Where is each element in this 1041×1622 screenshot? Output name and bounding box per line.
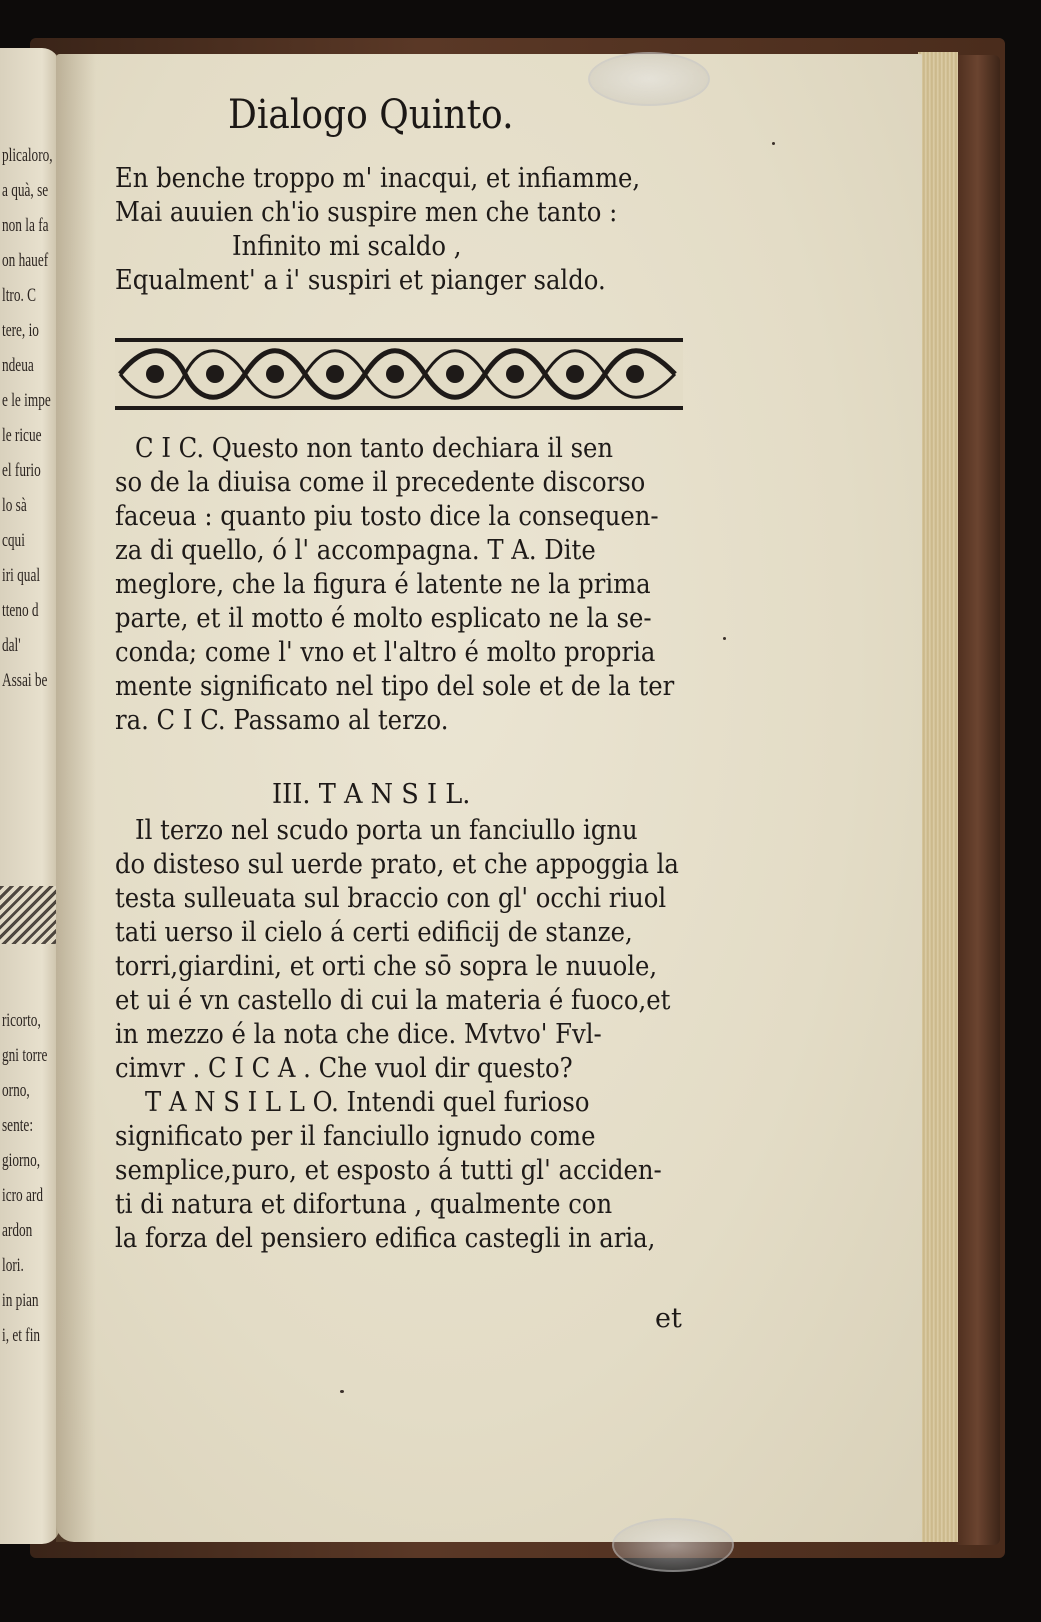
para2-line-6: et ui é vn castello di cui la materia é fuoco,et [115, 985, 671, 1016]
ink-speck [772, 142, 775, 145]
left-page-fragment: on hauef [2, 250, 49, 271]
ink-speck [723, 637, 726, 640]
left-page-ornament [0, 886, 56, 944]
page-clip-top [588, 52, 710, 106]
para1-line-6: parte, et il motto é molto esplicato ne la se- [115, 603, 652, 634]
left-page-fragment: a quà, se [2, 180, 49, 201]
left-page-text-lower [2, 1003, 60, 1353]
left-page-fragment: giorno, [2, 1150, 41, 1171]
left-page-fragment: ardon [2, 1220, 33, 1241]
left-page-fragment: le ricue [2, 425, 42, 446]
left-page-fragment: el furio [2, 460, 41, 481]
para2-line-5: torri,giardini, et orti che sō sopra le nuuole, [115, 951, 658, 982]
left-page-fragment: orno, [2, 1080, 30, 1101]
left-page-fragment: e le impe [2, 390, 51, 411]
left-page-fragment: cqui [2, 530, 25, 551]
para1-line-5: meglore, che la figura é latente ne la prima [115, 569, 651, 600]
left-page-fragment: non la fa [2, 215, 49, 236]
left-page-fragment: tere, io [2, 320, 39, 341]
para2-line-12: ti di natura et difortuna , qualmente con [115, 1189, 613, 1220]
para1-line-2: so de la diuisa come il precedente discorso [115, 467, 646, 498]
left-page-fragment: ricorto, [2, 1010, 41, 1031]
ink-speck [340, 1390, 344, 1393]
left-page-fragment: Assai be [2, 670, 48, 691]
para2-line-13: la forza del pensiero edifica castegli in aria, [115, 1223, 656, 1254]
para2-line-4: tati uerso il cielo á certi edificij de stanze, [115, 917, 633, 948]
verse-line-1: En benche troppo m' inacqui, et infiamme, [115, 163, 641, 194]
left-page-fragment: ndeua [2, 355, 34, 376]
para2-line-11: semplice,puro, et esposto á tutti gl' acciden- [115, 1155, 662, 1186]
verse-line-3: Infinito mi scaldo , [232, 231, 462, 262]
para1-line-4: za di quello, ó l' accompagna. T A. Dite [115, 535, 596, 566]
left-page-fragment: tteno d [2, 600, 39, 621]
para2-line-3: testa sulleuata sul braccio con gl' occhi riuol [115, 883, 667, 914]
left-page-fragment: plicaloro, [2, 145, 53, 166]
section-title: III. T A N S I L. [272, 779, 471, 810]
para2-line-8: cimvr . C I C A . Che vuol dir questo? [115, 1053, 573, 1084]
para2-line-1: Il terzo nel scudo porta un fanciullo ignu [135, 815, 638, 846]
para2-line-10: significato per il fanciullo ignudo come [115, 1121, 596, 1152]
left-page-fragment: iri qual [2, 565, 41, 586]
para1-line-1: C I C. Questo non tanto dechiara il sen [135, 433, 614, 464]
para2-line-7: in mezzo é la nota che dice. Mvtvo' Fvl- [115, 1019, 602, 1050]
book-spine-edge [955, 55, 1000, 1545]
page-header-title: Dialogo Quinto. [228, 92, 514, 138]
left-page-text-upper [2, 138, 60, 698]
left-page-fragment: i, et fin [2, 1325, 41, 1346]
left-page-fragment: icro ard [2, 1185, 43, 1206]
left-page-fragment: lori. [2, 1255, 24, 1276]
left-page-fragment: sente: [2, 1115, 34, 1136]
verse-line-2: Mai auuien ch'io suspire men che tanto : [115, 197, 618, 228]
catchword: et [655, 1303, 682, 1334]
para2-line-2: do disteso sul uerde prato, et che appoggia la [115, 849, 679, 880]
left-page-fragment: ltro. C [2, 285, 36, 306]
left-page-fragment: gni torre [2, 1045, 48, 1066]
gutter-shadow [56, 54, 96, 1542]
para1-line-3: faceua : quanto piu tosto dice la consequen- [115, 501, 659, 532]
para1-line-9: ra. C I C. Passamo al terzo. [115, 705, 449, 736]
left-page-fragment: lo sà [2, 495, 27, 516]
verse-line-4: Equalment' a i' suspiri et pianger saldo. [115, 265, 606, 296]
left-page-fragment: in pian [2, 1290, 39, 1311]
page-clip-bottom [612, 1518, 734, 1572]
para1-line-8: mente significato nel tipo del sole et de la ter [115, 671, 675, 702]
para1-line-7: conda; come l' vno et l'altro é molto propria [115, 637, 656, 668]
page-block-edges [918, 52, 958, 1542]
left-page-fragment: dal' [2, 635, 21, 656]
decorative-ornament-band [115, 338, 683, 410]
para2-line-9: T A N S I L L O. Intendi quel furioso [145, 1087, 590, 1118]
left-facing-page [0, 48, 60, 1544]
